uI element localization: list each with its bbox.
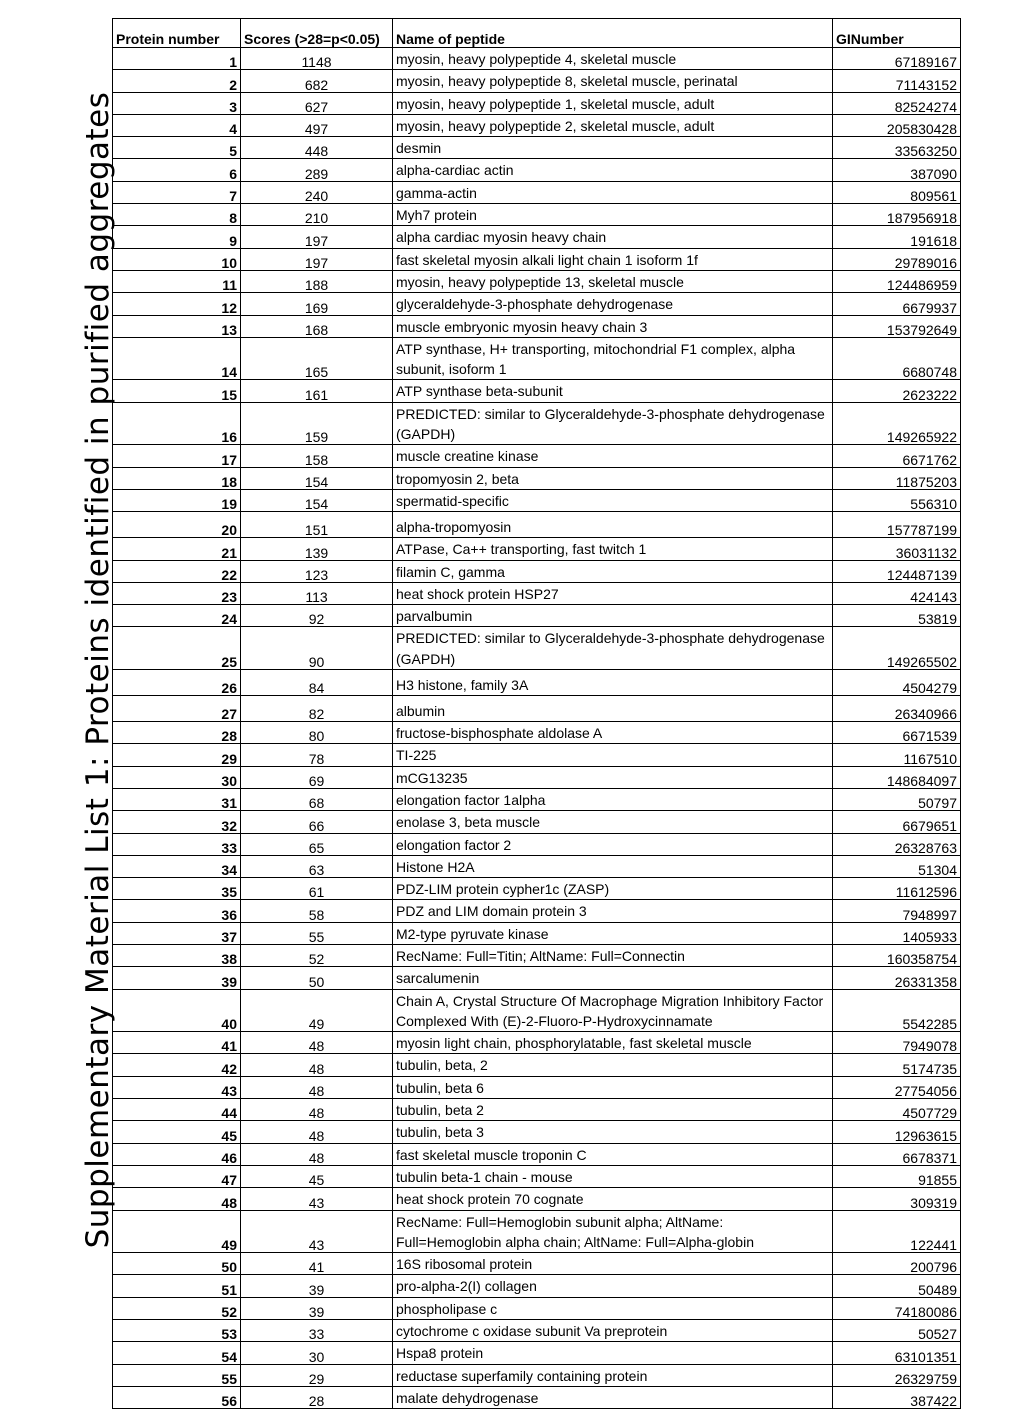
ginumber-cell: 4504279 [833, 670, 961, 696]
peptide-name-cell: elongation factor 1alpha [393, 788, 833, 810]
ginumber-cell: 36031132 [833, 538, 961, 560]
protein-number-cell: 37 [113, 922, 241, 944]
protein-number-cell: 46 [113, 1143, 241, 1165]
table-row [113, 137, 961, 159]
header-ginumber: GINumber [833, 19, 961, 48]
ginumber-cell: 424143 [833, 582, 961, 604]
peptide-name-cell: tubulin beta-1 chain - mouse [393, 1165, 833, 1187]
protein-number-cell: 26 [113, 670, 241, 696]
table-row [113, 159, 961, 181]
protein-number-cell: 44 [113, 1099, 241, 1121]
peptide-name-cell: sarcalumenin [393, 967, 833, 989]
ginumber-cell: 205830428 [833, 114, 961, 136]
score-cell: 82 [241, 696, 393, 722]
table-row [113, 744, 961, 766]
peptide-name-cell: enolase 3, beta muscle [393, 811, 833, 833]
score-cell: 65 [241, 833, 393, 855]
protein-number-cell: 11 [113, 270, 241, 292]
ginumber-cell: 6679651 [833, 811, 961, 833]
peptide-name-cell: Histone H2A [393, 855, 833, 877]
ginumber-cell: 6680748 [833, 337, 961, 380]
score-cell: 52 [241, 944, 393, 966]
score-cell: 68 [241, 788, 393, 810]
score-cell: 92 [241, 605, 393, 627]
score-cell: 33 [241, 1320, 393, 1342]
protein-number-cell: 55 [113, 1364, 241, 1386]
protein-number-cell: 24 [113, 605, 241, 627]
score-cell: 188 [241, 270, 393, 292]
ginumber-cell: 53819 [833, 605, 961, 627]
ginumber-cell: 809561 [833, 181, 961, 203]
table-row [113, 922, 961, 944]
score-cell: 151 [241, 512, 393, 538]
ginumber-cell: 6671762 [833, 445, 961, 467]
ginumber-cell: 387090 [833, 159, 961, 181]
score-cell: 289 [241, 159, 393, 181]
score-cell: 240 [241, 181, 393, 203]
ginumber-cell: 1167510 [833, 744, 961, 766]
score-cell: 154 [241, 467, 393, 489]
ginumber-cell: 50527 [833, 1320, 961, 1342]
score-cell: 29 [241, 1364, 393, 1386]
table-row [113, 538, 961, 560]
peptide-name-cell: alpha-tropomyosin [393, 512, 833, 538]
peptide-name-cell: albumin [393, 696, 833, 722]
protein-number-cell: 27 [113, 696, 241, 722]
score-cell: 48 [241, 1143, 393, 1165]
table-row [113, 114, 961, 136]
score-cell: 39 [241, 1275, 393, 1297]
peptide-name-cell: alpha cardiac myosin heavy chain [393, 226, 833, 248]
table-row [113, 181, 961, 203]
score-cell: 78 [241, 744, 393, 766]
peptide-name-cell: H3 histone, family 3A [393, 670, 833, 696]
ginumber-cell: 149265502 [833, 627, 961, 670]
ginumber-cell: 7948997 [833, 900, 961, 922]
score-cell: 48 [241, 1099, 393, 1121]
table-row [113, 696, 961, 722]
table-row [113, 226, 961, 248]
ginumber-cell: 148684097 [833, 766, 961, 788]
peptide-name-cell: muscle embryonic myosin heavy chain 3 [393, 315, 833, 337]
protein-number-cell: 41 [113, 1032, 241, 1054]
protein-number-cell: 12 [113, 293, 241, 315]
ginumber-cell: 26331358 [833, 967, 961, 989]
peptide-name-cell: alpha-cardiac actin [393, 159, 833, 181]
peptide-name-cell: ATP synthase beta-subunit [393, 380, 833, 402]
table-row [113, 1099, 961, 1121]
table-row [113, 833, 961, 855]
peptide-name-cell: spermatid-specific [393, 489, 833, 511]
score-cell: 30 [241, 1342, 393, 1364]
score-cell: 682 [241, 70, 393, 92]
peptide-name-cell: tubulin, beta 6 [393, 1076, 833, 1098]
table-row [113, 811, 961, 833]
score-cell: 55 [241, 922, 393, 944]
ginumber-cell: 67189167 [833, 48, 961, 70]
table-row [113, 380, 961, 402]
table-row [113, 1032, 961, 1054]
score-cell: 69 [241, 766, 393, 788]
ginumber-cell: 387422 [833, 1386, 961, 1408]
protein-number-cell: 56 [113, 1386, 241, 1408]
protein-number-cell: 19 [113, 489, 241, 511]
peptide-name-cell: heat shock protein HSP27 [393, 582, 833, 604]
table-row [113, 48, 961, 70]
ginumber-cell: 5542285 [833, 989, 961, 1032]
table-row [113, 293, 961, 315]
score-cell: 61 [241, 878, 393, 900]
ginumber-cell: 149265922 [833, 402, 961, 445]
document-side-title: Supplementary Material List 1: Proteins identified in purified aggregates [80, 91, 116, 1249]
ginumber-cell: 11612596 [833, 878, 961, 900]
ginumber-cell: 124487139 [833, 560, 961, 582]
score-cell: 168 [241, 315, 393, 337]
ginumber-cell: 26340966 [833, 696, 961, 722]
protein-number-cell: 2 [113, 70, 241, 92]
table-row [113, 337, 961, 380]
protein-number-cell: 23 [113, 582, 241, 604]
protein-number-cell: 32 [113, 811, 241, 833]
score-cell: 43 [241, 1210, 393, 1253]
peptide-name-cell: Myh7 protein [393, 204, 833, 226]
ginumber-cell: 82524274 [833, 92, 961, 114]
protein-number-cell: 15 [113, 380, 241, 402]
protein-number-cell: 53 [113, 1320, 241, 1342]
protein-number-cell: 5 [113, 137, 241, 159]
peptide-name-cell: glyceraldehyde-3-phosphate dehydrogenase [393, 293, 833, 315]
protein-number-cell: 21 [113, 538, 241, 560]
protein-number-cell: 30 [113, 766, 241, 788]
score-cell: 49 [241, 989, 393, 1032]
score-cell: 43 [241, 1188, 393, 1210]
ginumber-cell: 556310 [833, 489, 961, 511]
table-row [113, 248, 961, 270]
protein-number-cell: 48 [113, 1188, 241, 1210]
ginumber-cell: 71143152 [833, 70, 961, 92]
protein-number-cell: 20 [113, 512, 241, 538]
protein-number-cell: 34 [113, 855, 241, 877]
protein-number-cell: 29 [113, 744, 241, 766]
protein-number-cell: 13 [113, 315, 241, 337]
protein-number-cell: 8 [113, 204, 241, 226]
peptide-name-cell: Hspa8 protein [393, 1342, 833, 1364]
ginumber-cell: 4507729 [833, 1099, 961, 1121]
ginumber-cell: 74180086 [833, 1297, 961, 1319]
table-row [113, 315, 961, 337]
table-row [113, 402, 961, 445]
protein-number-cell: 17 [113, 445, 241, 467]
table-row [113, 1386, 961, 1408]
score-cell: 90 [241, 627, 393, 670]
table-row [113, 1364, 961, 1386]
table-row [113, 467, 961, 489]
peptide-name-cell: ATP synthase, H+ transporting, mitochondrial F1 complex, alpha subunit, isoform 1 [393, 337, 833, 380]
table-row [113, 582, 961, 604]
table-row [113, 1253, 961, 1275]
score-cell: 45 [241, 1165, 393, 1187]
score-cell: 197 [241, 226, 393, 248]
ginumber-cell: 63101351 [833, 1342, 961, 1364]
table-row [113, 1143, 961, 1165]
protein-number-cell: 6 [113, 159, 241, 181]
protein-number-cell: 9 [113, 226, 241, 248]
score-cell: 448 [241, 137, 393, 159]
peptide-name-cell: myosin, heavy polypeptide 4, skeletal muscle [393, 48, 833, 70]
score-cell: 165 [241, 337, 393, 380]
score-cell: 197 [241, 248, 393, 270]
peptide-name-cell: elongation factor 2 [393, 833, 833, 855]
score-cell: 63 [241, 855, 393, 877]
score-cell: 48 [241, 1121, 393, 1143]
peptide-name-cell: PREDICTED: similar to Glyceraldehyde-3-phosphate dehydrogenase (GAPDH) [393, 402, 833, 445]
protein-number-cell: 50 [113, 1253, 241, 1275]
peptide-name-cell: ATPase, Ca++ transporting, fast twitch 1 [393, 538, 833, 560]
peptide-name-cell: 16S ribosomal protein [393, 1253, 833, 1275]
table-row [113, 967, 961, 989]
peptide-name-cell: phospholipase c [393, 1297, 833, 1319]
protein-number-cell: 38 [113, 944, 241, 966]
table-row [113, 989, 961, 1032]
protein-number-cell: 10 [113, 248, 241, 270]
table-row [113, 722, 961, 744]
ginumber-cell: 124486959 [833, 270, 961, 292]
protein-number-cell: 3 [113, 92, 241, 114]
peptide-name-cell: fast skeletal muscle troponin C [393, 1143, 833, 1165]
peptide-name-cell: tubulin, beta, 2 [393, 1054, 833, 1076]
table-row [113, 270, 961, 292]
peptide-name-cell: mCG13235 [393, 766, 833, 788]
score-cell: 80 [241, 722, 393, 744]
table-row [113, 512, 961, 538]
table-row [113, 1165, 961, 1187]
peptide-name-cell: fructose-bisphosphate aldolase A [393, 722, 833, 744]
table-row [113, 1275, 961, 1297]
header-protein-number: Protein number [113, 19, 241, 48]
peptide-name-cell: gamma-actin [393, 181, 833, 203]
ginumber-cell: 187956918 [833, 204, 961, 226]
table-row [113, 489, 961, 511]
protein-number-cell: 39 [113, 967, 241, 989]
table-row [113, 855, 961, 877]
score-cell: 84 [241, 670, 393, 696]
peptide-name-cell: filamin C, gamma [393, 560, 833, 582]
score-cell: 48 [241, 1054, 393, 1076]
table-row [113, 1342, 961, 1364]
protein-number-cell: 42 [113, 1054, 241, 1076]
ginumber-cell: 7949078 [833, 1032, 961, 1054]
peptide-name-cell: pro-alpha-2(I) collagen [393, 1275, 833, 1297]
score-cell: 627 [241, 92, 393, 114]
score-cell: 497 [241, 114, 393, 136]
table-row [113, 788, 961, 810]
score-cell: 28 [241, 1386, 393, 1408]
table-row [113, 92, 961, 114]
peptide-name-cell: myosin, heavy polypeptide 8, skeletal muscle, perinatal [393, 70, 833, 92]
peptide-name-cell: malate dehydrogenase [393, 1386, 833, 1408]
protein-number-cell: 36 [113, 900, 241, 922]
peptide-name-cell: myosin, heavy polypeptide 2, skeletal muscle, adult [393, 114, 833, 136]
ginumber-cell: 50489 [833, 1275, 961, 1297]
table-row [113, 670, 961, 696]
ginumber-cell: 200796 [833, 1253, 961, 1275]
ginumber-cell: 51304 [833, 855, 961, 877]
table-row [113, 1121, 961, 1143]
ginumber-cell: 1405933 [833, 922, 961, 944]
protein-table [112, 18, 961, 1409]
header-peptide-name: Name of peptide [393, 19, 833, 48]
protein-number-cell: 31 [113, 788, 241, 810]
peptide-name-cell: M2-type pyruvate kinase [393, 922, 833, 944]
table-row [113, 1076, 961, 1098]
score-cell: 123 [241, 560, 393, 582]
ginumber-cell: 153792649 [833, 315, 961, 337]
peptide-name-cell: tropomyosin 2, beta [393, 467, 833, 489]
ginumber-cell: 26328763 [833, 833, 961, 855]
protein-number-cell: 51 [113, 1275, 241, 1297]
score-cell: 48 [241, 1032, 393, 1054]
ginumber-cell: 27754056 [833, 1076, 961, 1098]
ginumber-cell: 12963615 [833, 1121, 961, 1143]
header-scores: Scores (>28=p<0.05) [241, 19, 393, 48]
ginumber-cell: 2623222 [833, 380, 961, 402]
table-row [113, 766, 961, 788]
ginumber-cell: 33563250 [833, 137, 961, 159]
peptide-name-cell: tubulin, beta 3 [393, 1121, 833, 1143]
protein-number-cell: 45 [113, 1121, 241, 1143]
score-cell: 158 [241, 445, 393, 467]
table-row [113, 944, 961, 966]
score-cell: 50 [241, 967, 393, 989]
score-cell: 113 [241, 582, 393, 604]
peptide-name-cell: muscle creatine kinase [393, 445, 833, 467]
peptide-name-cell: RecName: Full=Titin; AltName: Full=Connectin [393, 944, 833, 966]
score-cell: 48 [241, 1076, 393, 1098]
table-row [113, 1320, 961, 1342]
ginumber-cell: 5174735 [833, 1054, 961, 1076]
score-cell: 139 [241, 538, 393, 560]
peptide-name-cell: cytochrome c oxidase subunit Va preprotein [393, 1320, 833, 1342]
ginumber-cell: 160358754 [833, 944, 961, 966]
table-row [113, 627, 961, 670]
peptide-name-cell: tubulin, beta 2 [393, 1099, 833, 1121]
protein-number-cell: 54 [113, 1342, 241, 1364]
ginumber-cell: 122441 [833, 1210, 961, 1253]
ginumber-cell: 6678371 [833, 1143, 961, 1165]
protein-number-cell: 7 [113, 181, 241, 203]
score-cell: 159 [241, 402, 393, 445]
table-row [113, 445, 961, 467]
peptide-name-cell: PDZ-LIM protein cypher1c (ZASP) [393, 878, 833, 900]
ginumber-cell: 50797 [833, 788, 961, 810]
score-cell: 41 [241, 1253, 393, 1275]
ginumber-cell: 11875203 [833, 467, 961, 489]
table-row [113, 1188, 961, 1210]
table-row [113, 1297, 961, 1319]
protein-number-cell: 18 [113, 467, 241, 489]
ginumber-cell: 6671539 [833, 722, 961, 744]
ginumber-cell: 157787199 [833, 512, 961, 538]
ginumber-cell: 191618 [833, 226, 961, 248]
protein-number-cell: 33 [113, 833, 241, 855]
score-cell: 210 [241, 204, 393, 226]
peptide-name-cell: RecName: Full=Hemoglobin subunit alpha; AltName: Full=Hemoglobin alpha chain; AltName: Full=Alpha-globin [393, 1210, 833, 1253]
protein-number-cell: 40 [113, 989, 241, 1032]
peptide-name-cell: myosin light chain, phosphorylatable, fast skeletal muscle [393, 1032, 833, 1054]
protein-number-cell: 16 [113, 402, 241, 445]
peptide-name-cell: heat shock protein 70 cognate [393, 1188, 833, 1210]
protein-number-cell: 1 [113, 48, 241, 70]
table-row [113, 900, 961, 922]
protein-number-cell: 22 [113, 560, 241, 582]
table-row [113, 878, 961, 900]
peptide-name-cell: Chain A, Crystal Structure Of Macrophage Migration Inhibitory Factor Complexed With (E)-2-Fluoro-P-Hydroxycinnamate [393, 989, 833, 1032]
peptide-name-cell: PDZ and LIM domain protein 3 [393, 900, 833, 922]
score-cell: 58 [241, 900, 393, 922]
protein-number-cell: 49 [113, 1210, 241, 1253]
score-cell: 161 [241, 380, 393, 402]
protein-number-cell: 25 [113, 627, 241, 670]
table-row [113, 204, 961, 226]
peptide-name-cell: myosin, heavy polypeptide 13, skeletal muscle [393, 270, 833, 292]
ginumber-cell: 91855 [833, 1165, 961, 1187]
table-header-row [113, 19, 961, 48]
score-cell: 39 [241, 1297, 393, 1319]
peptide-name-cell: fast skeletal myosin alkali light chain 1 isoform 1f [393, 248, 833, 270]
peptide-name-cell: parvalbumin [393, 605, 833, 627]
protein-number-cell: 14 [113, 337, 241, 380]
table-row [113, 560, 961, 582]
peptide-name-cell: reductase superfamily containing protein [393, 1364, 833, 1386]
table-row [113, 70, 961, 92]
score-cell: 66 [241, 811, 393, 833]
ginumber-cell: 26329759 [833, 1364, 961, 1386]
peptide-name-cell: myosin, heavy polypeptide 1, skeletal muscle, adult [393, 92, 833, 114]
protein-number-cell: 52 [113, 1297, 241, 1319]
peptide-name-cell: PREDICTED: similar to Glyceraldehyde-3-phosphate dehydrogenase (GAPDH) [393, 627, 833, 670]
peptide-name-cell: desmin [393, 137, 833, 159]
protein-number-cell: 47 [113, 1165, 241, 1187]
table-row [113, 605, 961, 627]
ginumber-cell: 6679937 [833, 293, 961, 315]
table-row [113, 1210, 961, 1253]
peptide-name-cell: TI-225 [393, 744, 833, 766]
protein-number-cell: 4 [113, 114, 241, 136]
table-row [113, 1054, 961, 1076]
protein-number-cell: 35 [113, 878, 241, 900]
protein-number-cell: 43 [113, 1076, 241, 1098]
ginumber-cell: 29789016 [833, 248, 961, 270]
ginumber-cell: 309319 [833, 1188, 961, 1210]
score-cell: 154 [241, 489, 393, 511]
score-cell: 169 [241, 293, 393, 315]
protein-number-cell: 28 [113, 722, 241, 744]
score-cell: 1148 [241, 48, 393, 70]
